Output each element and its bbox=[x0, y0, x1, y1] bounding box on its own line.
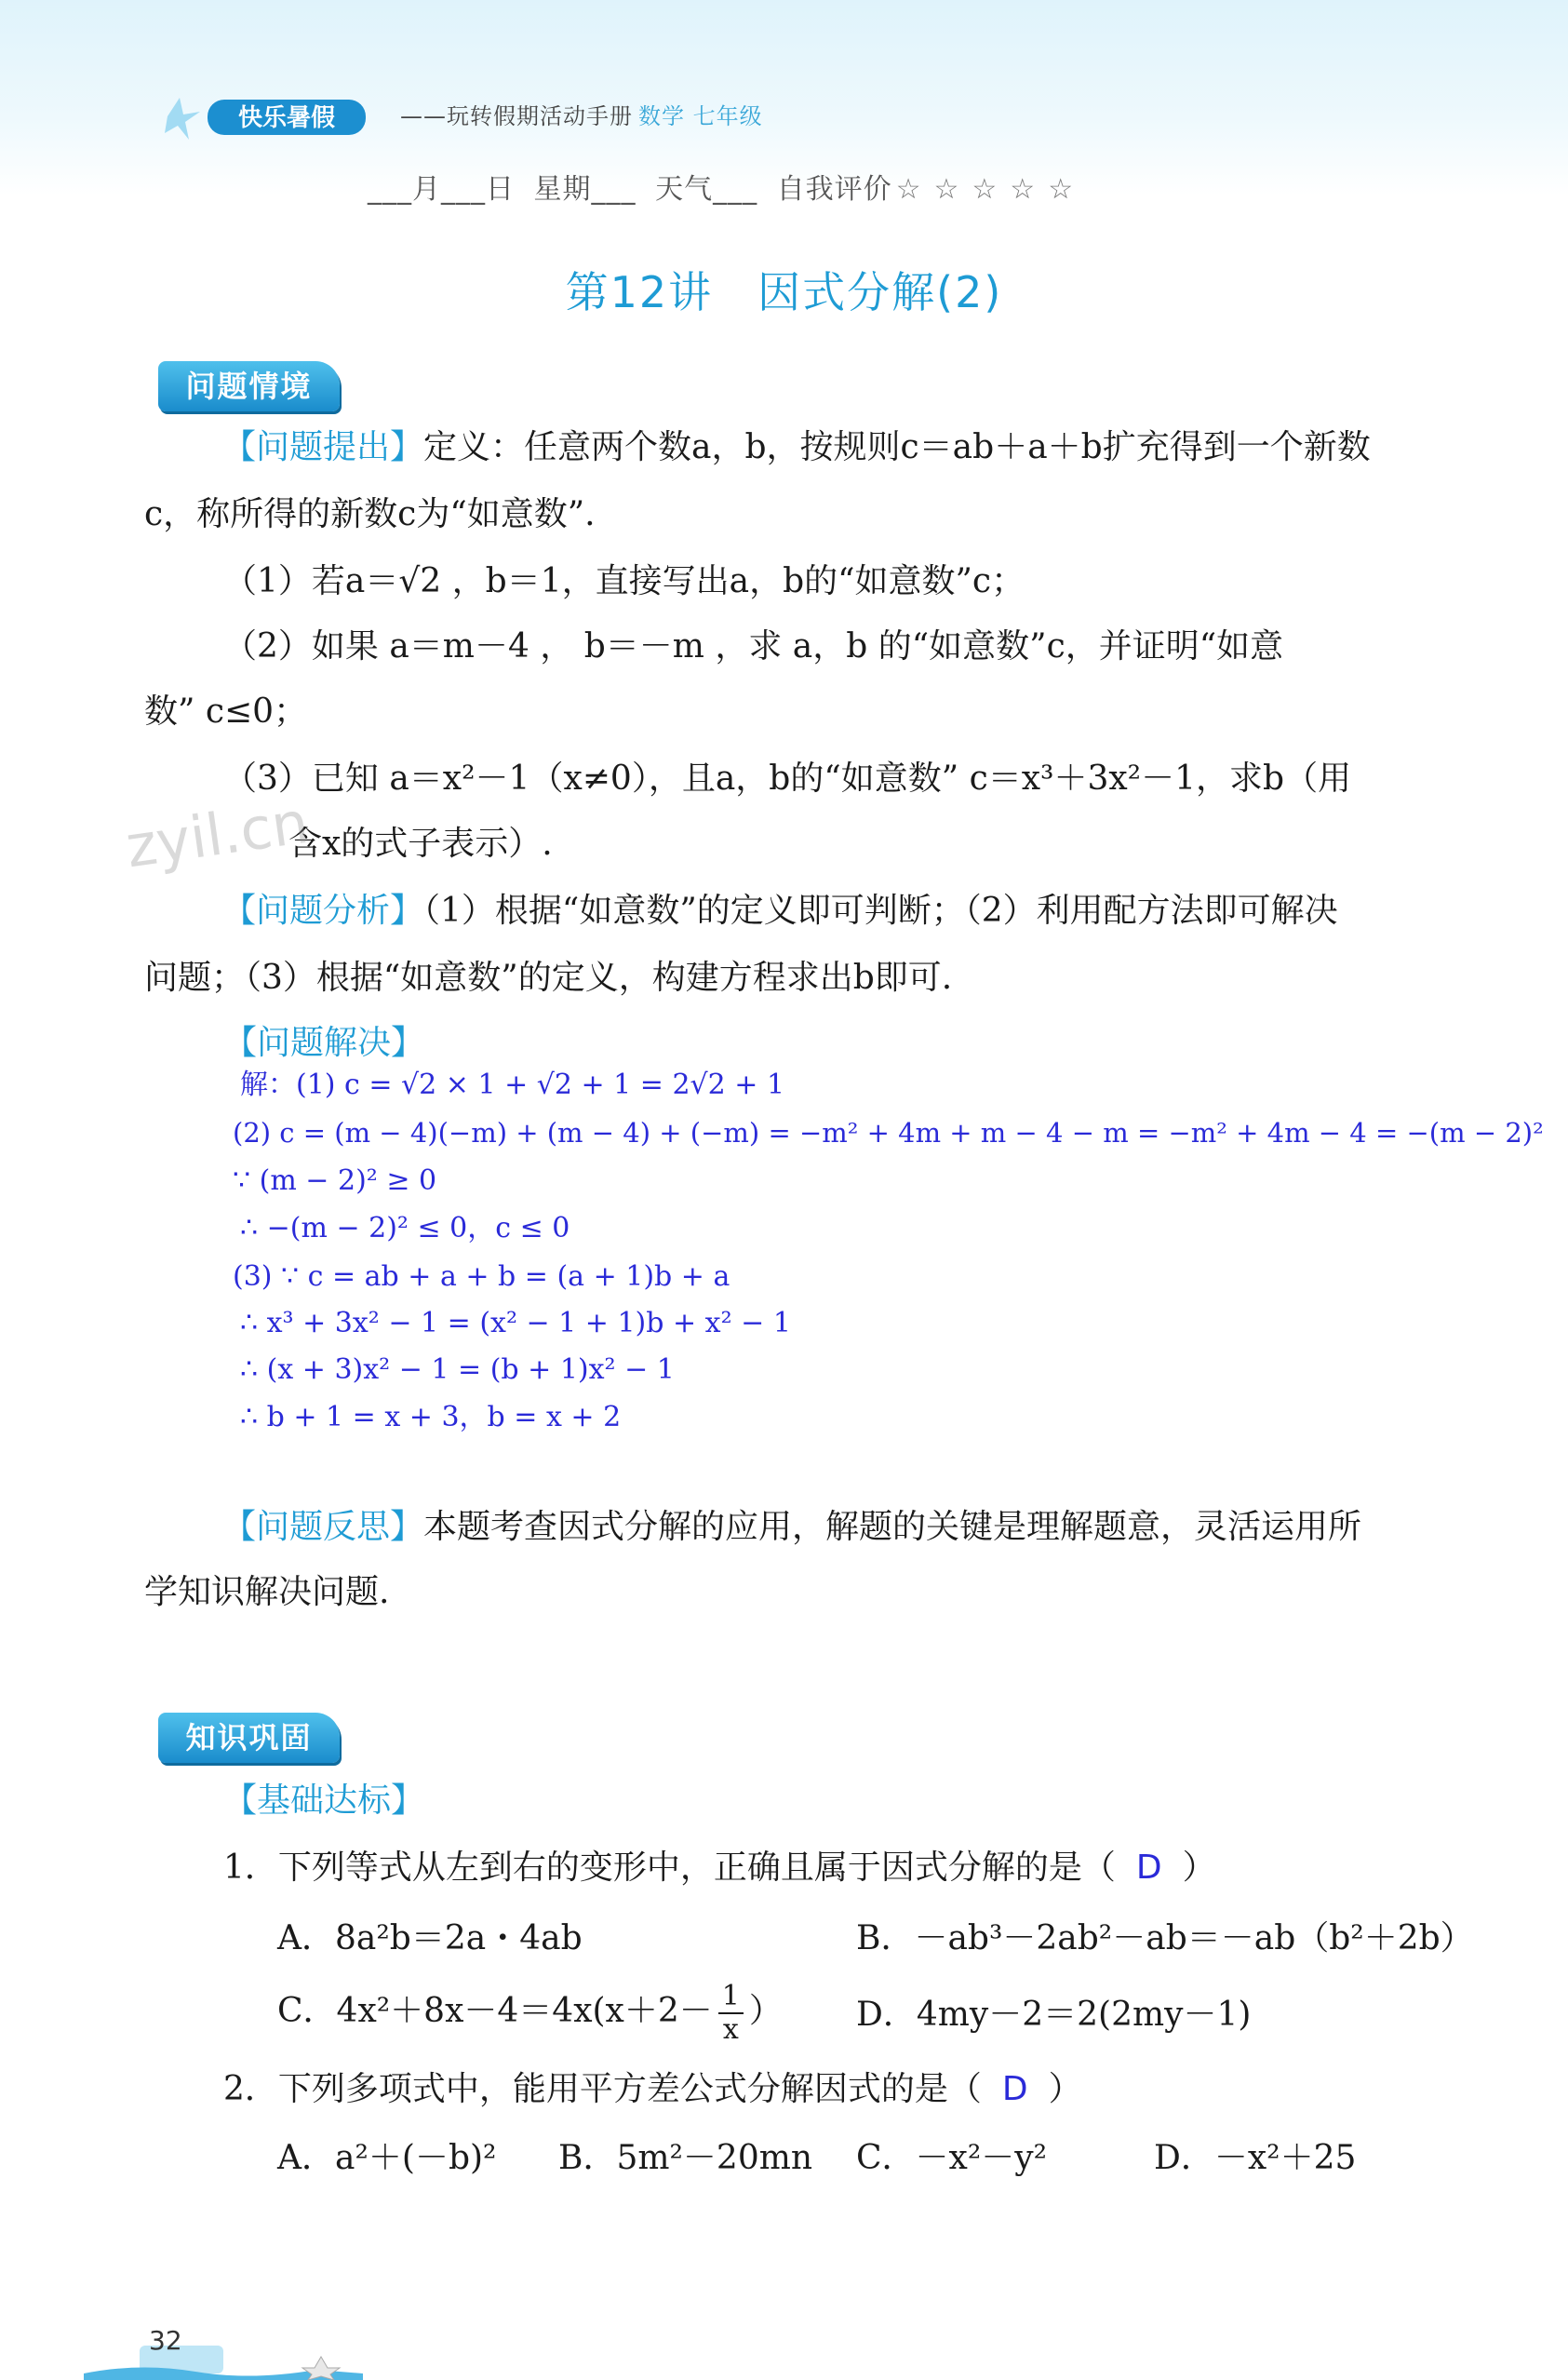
date-line bbox=[368, 166, 1086, 207]
option-c-prefix: C．4x²＋8x－4＝4x(x＋2－ bbox=[277, 1992, 713, 2030]
date-fields: ___月___日 星期___ 天气___ 自我评价 bbox=[368, 173, 892, 206]
exercise-2-option-c[interactable]: C．－x²－y² bbox=[856, 2139, 1048, 2177]
solution-line-3: ∵ (m − 2)² ≥ 0 bbox=[233, 1164, 437, 1197]
reflection-line-1 bbox=[222, 1495, 1361, 1560]
exercise-1-option-d[interactable]: D．4my－2＝2(2my－1) bbox=[856, 1996, 1252, 2034]
series-name: ——玩转假期活动手册 bbox=[400, 103, 633, 129]
series-title bbox=[400, 98, 763, 130]
problem-tag: 【问题提出】 bbox=[222, 428, 424, 466]
basics-tag: 【基础达标】 bbox=[223, 1782, 425, 1820]
option-c-fraction bbox=[718, 1981, 744, 2046]
problem-text-1: 定义：任意两个数a，b，按规则c＝ab＋a＋b扩充得到一个新数 bbox=[423, 428, 1371, 466]
question-2b: 数” c≤0； bbox=[144, 692, 308, 731]
exercise-1-stem bbox=[223, 1835, 1216, 1901]
lesson-title: 第12讲 因式分解(2) bbox=[565, 267, 1003, 317]
exercise-2-option-a[interactable]: A．a²＋(－b)² bbox=[277, 2139, 497, 2177]
exercise-1-close: ） bbox=[1182, 1849, 1216, 1887]
solution-line-6: ∴ x³ + 3x² − 1 = (x² − 1 + 1)b + x² − 1 bbox=[240, 1307, 791, 1339]
fraction-numerator: 1 bbox=[718, 1981, 744, 2014]
analysis-line-1 bbox=[222, 879, 1338, 944]
section-badge-knowledge: 知识巩固 bbox=[158, 1713, 340, 1763]
exercise-1-option-b[interactable]: B．－ab³－2ab²－ab＝－ab（b²＋2b） bbox=[856, 1919, 1474, 1957]
exercise-1-text: 1．下列等式从左到右的变形中，正确且属于因式分解的是（ bbox=[223, 1849, 1116, 1887]
analysis-line-2: 问题；（3）根据“如意数”的定义，构建方程求出b即可. bbox=[144, 959, 953, 997]
solution-line-1: 解：(1) c = √2 × 1 + √2 + 1 = 2√2 + 1 bbox=[240, 1069, 785, 1101]
solution-tag: 【问题解决】 bbox=[223, 1024, 425, 1062]
option-c-suffix: ） bbox=[748, 1992, 783, 2030]
analysis-text-1: （1）根据“如意数”的定义即可判断；（2）利用配方法即可解决 bbox=[423, 892, 1338, 930]
logo-text: 快乐暑假 bbox=[237, 104, 336, 132]
exercise-1-answer[interactable]: D bbox=[1135, 1849, 1162, 1887]
exercise-2-close: ） bbox=[1048, 2070, 1082, 2108]
reflection-text-1: 本题考查因式分解的应用，解题的关键是理解题意，灵活运用所 bbox=[423, 1508, 1362, 1546]
solution-line-2: (2) c = (m − 4)(−m) + (m − 4) + (−m) = −m² + 4m + m − 4 − m = −m² + 4m − 4 = −(m − 2)² bbox=[233, 1117, 1544, 1149]
solution-line-5: (3) ∵ c = ab + a + b = (a + 1)b + a bbox=[233, 1260, 730, 1293]
watermark: zyil.cn bbox=[121, 787, 313, 881]
question-3b: 含x的式子表示）. bbox=[288, 825, 553, 863]
exercise-2-answer[interactable]: D bbox=[1001, 2070, 1028, 2108]
solution-line-8: ∴ b + 1 = x + 3，b = x + 2 bbox=[240, 1401, 622, 1433]
question-3a: （3）已知 a＝x²－1（x≠0），且a，b的“如意数” c＝x³＋3x²－1，求b（用 bbox=[223, 760, 1352, 798]
exercise-2-stem bbox=[223, 2057, 1082, 2122]
question-1: （1）若a＝√2 ，b＝1，直接写出a，b的“如意数”c； bbox=[223, 562, 1025, 600]
exercise-2-text: 2．下列多项式中，能用平方差公式分解因式的是（ bbox=[223, 2070, 982, 2108]
section-badge-problem: 问题情境 bbox=[158, 361, 340, 411]
solution-line-4: ∴ −(m − 2)² ≤ 0，c ≤ 0 bbox=[240, 1212, 570, 1244]
question-2a: （2）如果 a＝m－4 ， b＝－m ，求 a，b 的“如意数”c，并证明“如意 bbox=[223, 627, 1284, 666]
fraction-denominator: x bbox=[722, 2013, 739, 2046]
problem-line-2: c，称所得的新数c为“如意数”. bbox=[144, 495, 596, 533]
exercise-1-option-a[interactable]: A．8a²b＝2a・4ab bbox=[277, 1919, 583, 1957]
page-number: 32 bbox=[149, 2325, 182, 2356]
series-grade: 数学 七年级 bbox=[638, 103, 763, 129]
footer-wave bbox=[84, 2346, 363, 2380]
analysis-tag: 【问题分析】 bbox=[222, 892, 424, 930]
solution-line-7: ∴ (x + 3)x² − 1 = (b + 1)x² − 1 bbox=[240, 1353, 675, 1386]
problem-line-1 bbox=[222, 415, 1371, 480]
exercise-2-option-b[interactable]: B．5m²－20mn bbox=[558, 2139, 813, 2177]
holiday-logo bbox=[163, 88, 377, 142]
exercise-1-option-c[interactable] bbox=[277, 1981, 783, 2046]
rating-stars[interactable]: ☆☆☆☆☆ bbox=[895, 173, 1087, 206]
exercise-2-option-d[interactable]: D．－x²＋25 bbox=[1154, 2139, 1357, 2177]
reflection-line-2: 学知识解决问题. bbox=[144, 1573, 390, 1611]
reflection-tag: 【问题反思】 bbox=[222, 1508, 424, 1546]
